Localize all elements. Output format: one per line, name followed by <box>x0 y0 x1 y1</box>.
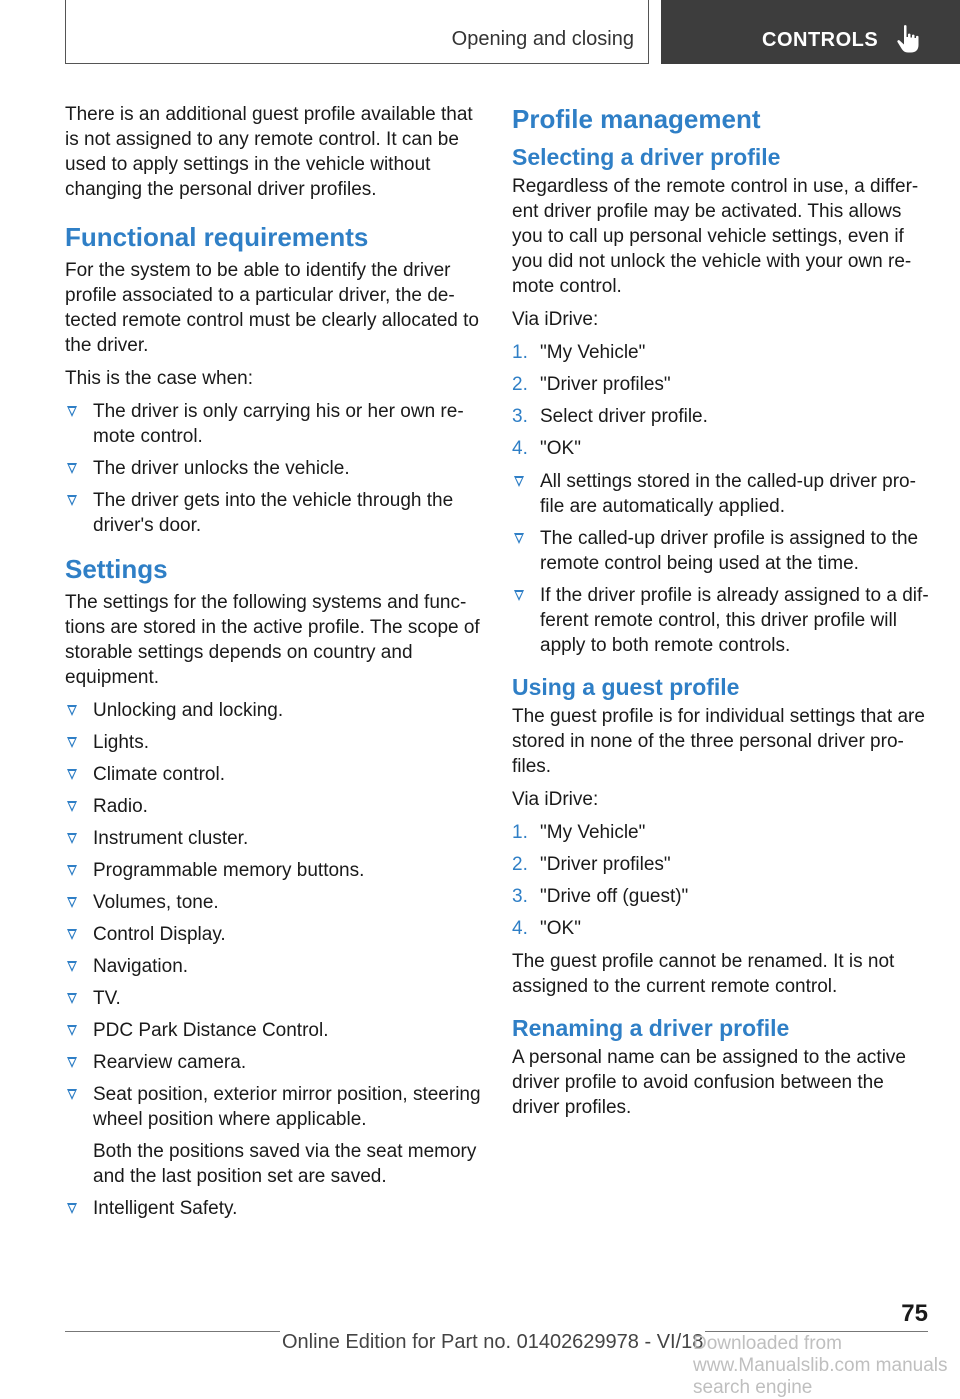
triangle-bullet-icon <box>67 737 77 748</box>
via-idrive-label: Via iDrive: <box>512 309 599 330</box>
list-item: Unlocking and locking. <box>65 698 483 723</box>
triangle-bullet-icon <box>67 495 77 506</box>
guest-steps <box>512 820 930 941</box>
step-item: 4. "OK" <box>512 438 581 459</box>
guest-profile-paragraph: The guest profile is for individual settings that are stored in none of the three personal driver profiles. <box>512 706 925 777</box>
triangle-bullet-icon <box>67 463 77 474</box>
list-item: Rearview camera. <box>65 1050 483 1075</box>
selecting-notes-list <box>512 469 930 658</box>
requirements-list <box>65 399 483 538</box>
triangle-bullet-icon <box>67 1203 77 1214</box>
triangle-bullet-icon <box>67 1089 77 1100</box>
functional-requirements-paragraph: For the system to be able to identify the driver profile associated to a particular driver, the detected remote control must be clearly allocated to the driver. <box>65 260 479 356</box>
triangle-bullet-icon <box>67 801 77 812</box>
list-item: Programmable memory buttons. <box>65 858 483 883</box>
list-item: Climate control. <box>65 762 483 787</box>
list-item: PDC Park Distance Control. <box>65 1018 483 1043</box>
list-item: TV. <box>65 986 483 1011</box>
step-item: 2. "Driver profiles" <box>512 854 671 875</box>
settings-paragraph: The settings for the following systems and functions are stored in the active profile. The scope of storable settings depends on country and equipment. <box>65 592 480 688</box>
profile-management-heading: Profile management <box>512 104 761 134</box>
list-item: Lights. <box>65 730 483 755</box>
left-column <box>65 102 483 1229</box>
triangle-bullet-icon <box>67 929 77 940</box>
step-item: 1. "My Vehicle" <box>512 342 646 363</box>
triangle-bullet-icon <box>67 406 77 417</box>
list-item: Intelligent Safety. <box>65 1196 483 1221</box>
list-item: The driver is only carrying his or her own remote control. <box>65 399 483 449</box>
renaming-profile-heading: Renaming a driver profile <box>512 1015 790 1041</box>
footer-edition: Online Edition for Part no. 01402629978 - VI/18 <box>282 1331 704 1353</box>
step-item: 4. "OK" <box>512 918 581 939</box>
header-chapter-box <box>661 0 960 64</box>
triangle-bullet-icon <box>67 833 77 844</box>
list-item: If the driver profile is already assigned to a different remote control, this driver profile will apply to both remote controls. <box>512 583 930 658</box>
triangle-bullet-icon <box>67 993 77 1004</box>
step-item: 1. "My Vehicle" <box>512 822 646 843</box>
list-item: The called-up driver profile is assigned to the remote control being used at the time. <box>512 526 930 576</box>
selecting-profile-paragraph: Regardless of the remote control in use, a different driver profile may be activated. This allows you to call up personal vehicle settings, even if you did not unlock the vehicle with your own remote control. <box>512 176 919 297</box>
settings-list <box>65 698 483 1221</box>
list-item: Seat position, exterior mirror position, steering wheel position where applicable. Both the positions saved via the seat memory and the last position set are saved. <box>65 1082 483 1189</box>
seat-memory-note: Both the positions saved via the seat memory and the last position set are saved. <box>93 1141 477 1187</box>
page-number: 75 <box>901 1300 928 1327</box>
triangle-bullet-icon <box>67 897 77 908</box>
list-item: Volumes, tone. <box>65 890 483 915</box>
pointing-hand-icon <box>895 24 921 54</box>
functional-requirements-heading: Functional requirements <box>65 222 369 252</box>
step-item: 2. "Driver profiles" <box>512 374 671 395</box>
settings-heading: Settings <box>65 554 168 584</box>
header-section-title: Opening and closing <box>451 28 634 50</box>
list-item: Control Display. <box>65 922 483 947</box>
via-idrive-label: Via iDrive: <box>512 789 599 810</box>
triangle-bullet-icon <box>67 705 77 716</box>
header-section-box <box>65 0 649 64</box>
list-item: Radio. <box>65 794 483 819</box>
step-item: 3. "Drive off (guest)" <box>512 886 689 907</box>
list-item: Instrument cluster. <box>65 826 483 851</box>
triangle-bullet-icon <box>67 865 77 876</box>
case-intro: This is the case when: <box>65 368 253 389</box>
guest-profile-intro: There is an additional guest profile available that is not assigned to any remote control. It can be used to apply settings in the vehicle without changing the personal driver profiles. <box>65 104 473 200</box>
triangle-bullet-icon <box>67 769 77 780</box>
watermark: Downloaded from www.Manualslib.com manuals search engine <box>693 1333 948 1398</box>
triangle-bullet-icon <box>67 1025 77 1036</box>
list-item: All settings stored in the called-up driver profile are automatically applied. <box>512 469 930 519</box>
list-item: Navigation. <box>65 954 483 979</box>
right-column <box>512 102 930 1128</box>
triangle-bullet-icon <box>514 590 524 601</box>
selecting-profile-heading: Selecting a driver profile <box>512 144 781 170</box>
header-chapter-title: CONTROLS <box>762 29 879 51</box>
triangle-bullet-icon <box>514 533 524 544</box>
triangle-bullet-icon <box>514 476 524 487</box>
list-item: The driver gets into the vehicle through the driver's door. <box>65 488 483 538</box>
triangle-bullet-icon <box>67 1057 77 1068</box>
guest-profile-note: The guest profile cannot be renamed. It is not assigned to the current remote control. <box>512 951 895 997</box>
triangle-bullet-icon <box>67 961 77 972</box>
renaming-profile-paragraph: A personal name can be assigned to the active driver profile to avoid confusion between the driver profiles. <box>512 1047 906 1118</box>
step-item: 3. Select driver profile. <box>512 406 708 427</box>
list-item: The driver unlocks the vehicle. <box>65 456 483 481</box>
guest-profile-heading: Using a guest profile <box>512 674 740 700</box>
selecting-steps <box>512 340 930 461</box>
